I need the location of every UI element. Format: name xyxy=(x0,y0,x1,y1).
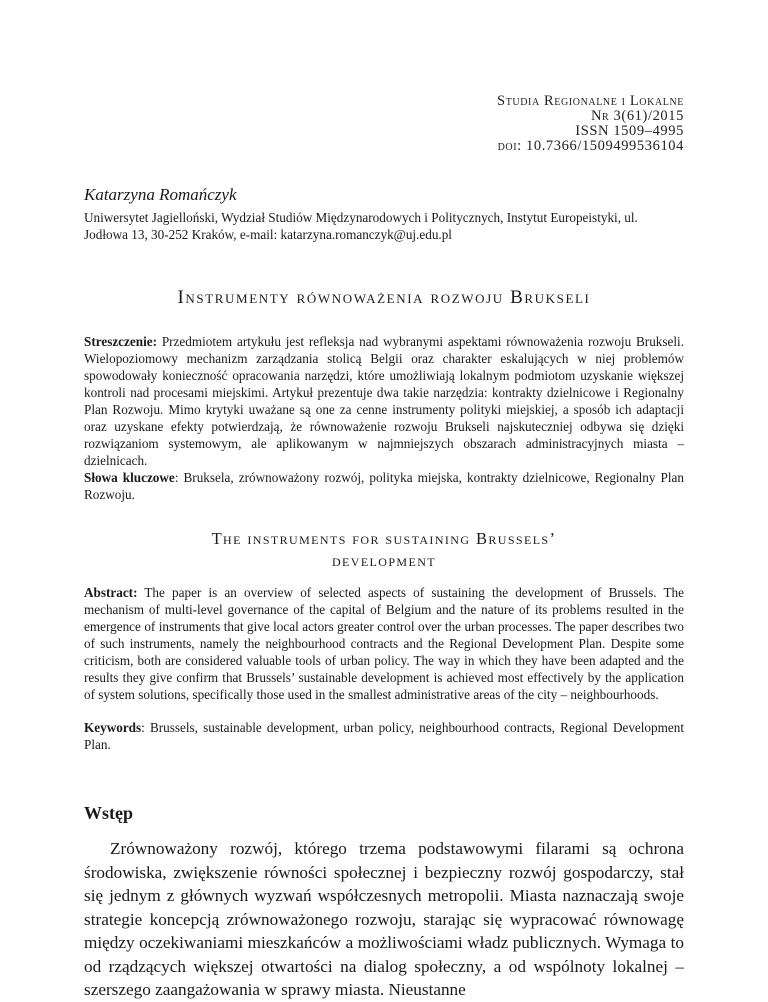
journal-doi: doi: 10.7366/1509499536104 xyxy=(497,138,684,154)
section-title: Wstęp xyxy=(84,803,133,823)
journal-name: Studia Regionalne i Lokalne xyxy=(497,93,684,109)
author-affiliation: Uniwersytet Jagielloński, Wydział Studiów Międzynarodowych i Politycznych, Instytut Europeistyki, ul. Jodłowa 13, 30-252 Kraków, e-mail: katarzyna.romanczyk@uj.edu.pl xyxy=(84,210,638,242)
title-english-line1: The instruments for sustaining Brussels’ xyxy=(211,529,557,548)
keywords-english xyxy=(84,719,684,753)
intro-paragraph: Zrównoważony rozwój, którego trzema podstawowymi filarami są ochrona środowiska, zwiększenie równości społecznej i bezpieczny rozwój gospodarczy, stał się jednym z głównych wyzwań współczesnych metropolii. Miasta naznaczają swoje strategie koncepcją zrównoważonego rozwoju, starając się wypracować równowagę między oczekiwaniami mieszkańców a możliwościami władz publicznych. Wymaga to od rządzących większej otwartości na dialog społeczny, a od wspólnoty lokalnej – szerszego zaangażowania w sprawy miasta. Nieustanne xyxy=(84,839,684,999)
abstract-polish xyxy=(84,333,684,469)
title-english xyxy=(84,528,684,572)
keywords-english-label: Keywords xyxy=(84,720,142,735)
abstract-english-label: Abstract: xyxy=(84,585,138,600)
keywords-polish-text: : Bruksela, zrównoważony rozwój, polityka miejska, kontrakty dzielnicowe, Regionalny Plan Rozwoju. xyxy=(84,470,684,502)
keywords-polish xyxy=(84,469,684,503)
author-name: Katarzyna Romańczyk xyxy=(84,185,237,204)
abstract-polish-label: Streszczenie: xyxy=(84,334,157,349)
keywords-polish-label: Słowa kluczowe xyxy=(84,470,175,485)
title-english-line2: development xyxy=(331,551,437,570)
keywords-english-text: : Brussels, sustainable development, urban policy, neighbourhood contracts, Regional Development Plan. xyxy=(84,720,684,752)
title-polish: Instrumenty równoważenia rozwoju Brukseli xyxy=(177,287,591,308)
abstract-english xyxy=(84,584,684,703)
abstract-polish-text: Przedmiotem artykułu jest refleksja nad wybranymi aspektami równoważenia rozwoju Brukseli. Wielopoziomowy mechanizm zarządzania stolicą Belgii oraz charakter eskalujących w niej problemów spowodowały konieczność opracowania narzędzi, które umożliwiają lokalnym podmiotom uzyskanie większej kontroli nad procesami miejskimi. Artykuł prezentuje dwa takie narzędzia: kontrakty dzielnicowe i Regionalny Plan Rozwoju. Mimo krytyki uważane są one za cenne instrumenty polityki miejskiej, a sposób ich adaptacji oraz uzyskane efekty potwierdzają, że równoważenie rozwoju Brukseli najskuteczniej odbywa się dzięki rozwiązaniom systemowym, ale aplikowanym w najmniejszych obszarach administracyjnych miasta – dzielnicach. xyxy=(84,334,684,468)
journal-issue: Nr 3(61)/2015 xyxy=(590,108,684,124)
journal-issn: ISSN 1509–4995 xyxy=(575,123,684,139)
journal-header xyxy=(497,94,684,154)
abstract-english-text: The paper is an overview of selected aspects of sustaining the development of Brussels. The mechanism of multi-level governance of the capital of Belgium and the nature of its problems resulted in the emergence of instruments that give local actors greater control over the urban processes. The paper describes two of such instruments, namely the neighbourhood contracts and the Regional Development Plan. Despite some criticism, both are considered valuable tools of urban policy. The way in which they have been adapted and the results they give confirm that Brussels’ sustainable development is achieved most effectively by the application of system solutions, specifically those used in the smallest administrative areas of the city – neighbourhoods. xyxy=(84,585,684,702)
